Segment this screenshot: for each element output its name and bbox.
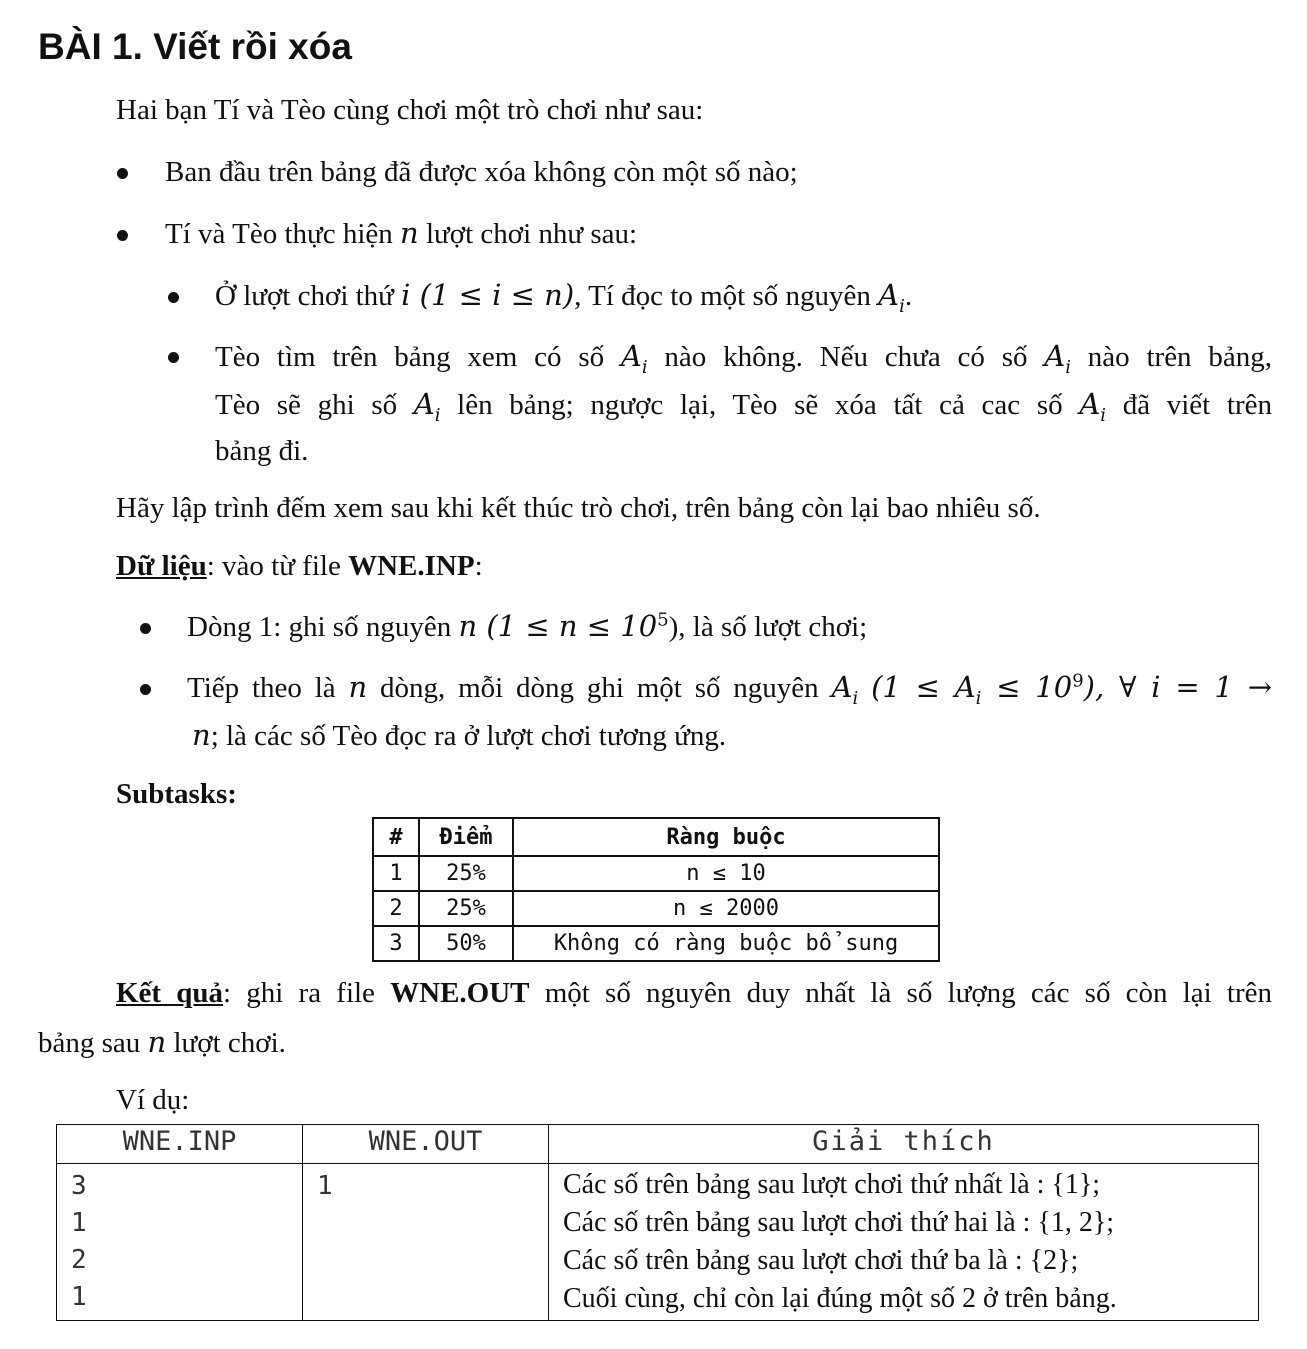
table-cell: 1 (373, 856, 419, 891)
output-value: 1 (317, 1171, 333, 1201)
table-cell: n ≤ 10 (513, 856, 939, 891)
bullet (140, 623, 151, 634)
input-heading: Dữ liệu: vào từ file WNE.INP: (116, 550, 483, 582)
input-value: 1 (71, 1282, 87, 1312)
bullet (140, 684, 151, 695)
explain-line: Các số trên bảng sau lượt chơi thứ hai là : {1, 2}; (563, 1207, 1115, 1238)
col-header: Điểm (419, 818, 513, 856)
input-line2-cont: n; là các số Tèo đọc ra ở lượt chơi tương ứng. (192, 718, 727, 752)
rule-ti-reads: Ở lượt chơi thứ i (1 ≤ i ≤ n), Tí đọc to một số nguyên $A_i$. (215, 278, 913, 317)
input-value: 1 (71, 1208, 87, 1238)
table-cell: 50% (419, 926, 513, 961)
table-cell: n ≤ 2000 (513, 891, 939, 926)
col-header: Giải thích (549, 1125, 1259, 1164)
subtasks-table (372, 817, 940, 962)
table-row (373, 856, 939, 891)
problem-title: BÀI 1. Viết rồi xóa (38, 26, 352, 67)
subtasks-label: Subtasks: (116, 778, 237, 810)
explain-line: Các số trên bảng sau lượt chơi thứ nhất là : {1}; (563, 1169, 1101, 1200)
table-cell: 2 (373, 891, 419, 926)
table-header-row (57, 1125, 1259, 1164)
rule-teo-line1: Tèo tìm trên bảng xem có số $A_i$ nào không. Nếu chưa có số $A_i$ nào trên bảng, (215, 339, 1272, 378)
output-line2: bảng sau n lượt chơi. (38, 1025, 286, 1059)
table-row (57, 1164, 1259, 1321)
table-row (373, 891, 939, 926)
output-heading: Kết quả: ghi ra file WNE.OUT một số nguyên duy nhất là số lượng các số còn lại trên (116, 977, 1272, 1009)
table-cell: Không có ràng buộc bổ sung (513, 926, 939, 961)
bullet (117, 168, 128, 179)
explain-line: Cuối cùng, chỉ còn lại đúng một số 2 ở trên bảng. (563, 1283, 1117, 1314)
input-value: 2 (71, 1245, 87, 1275)
col-header: # (373, 818, 419, 856)
rule-initial-board: Ban đầu trên bảng đã được xóa không còn một số nào; (165, 156, 798, 188)
table-row (373, 926, 939, 961)
col-header: WNE.OUT (303, 1125, 549, 1164)
example-output-cell (303, 1164, 549, 1321)
input-line2: Tiếp theo là n dòng, mỗi dòng ghi một số nguyên $A_i$ $(1 \le A_i \le 10^9)$, ∀ i = 1 → (187, 670, 1273, 709)
intro-text: Hai bạn Tí và Tèo cùng chơi một trò chơi như sau: (116, 94, 704, 126)
col-header: Ràng buộc (513, 818, 939, 856)
rule-turns: Tí và Tèo thực hiện n lượt chơi như sau: (165, 216, 638, 250)
example-table (56, 1124, 1259, 1321)
table-header-row (373, 818, 939, 856)
col-header: WNE.INP (57, 1125, 303, 1164)
bullet (168, 352, 179, 363)
bullet (117, 230, 128, 241)
table-cell: 25% (419, 891, 513, 926)
rule-teo-line2: Tèo sẽ ghi số $A_i$ lên bảng; ngược lại, Tèo sẽ xóa tất cả cac số $A_i$ đã viết trên (215, 387, 1272, 426)
example-explain-cell (549, 1164, 1259, 1321)
input-value: 3 (71, 1171, 87, 1201)
explain-line: Các số trên bảng sau lượt chơi thứ ba là : {2}; (563, 1245, 1079, 1276)
table-cell: 25% (419, 856, 513, 891)
table-cell: 3 (373, 926, 419, 961)
input-line1: Dòng 1: ghi số nguyên n $(1 \le n \le 10^5)$, là số lượt chơi; (187, 609, 868, 643)
bullet (168, 292, 179, 303)
example-input-cell (57, 1164, 303, 1321)
example-label: Ví dụ: (116, 1084, 190, 1116)
rule-teo-line3: bảng đi. (215, 435, 309, 467)
task-statement: Hãy lập trình đếm xem sau khi kết thúc trò chơi, trên bảng còn lại bao nhiêu số. (116, 492, 1041, 524)
